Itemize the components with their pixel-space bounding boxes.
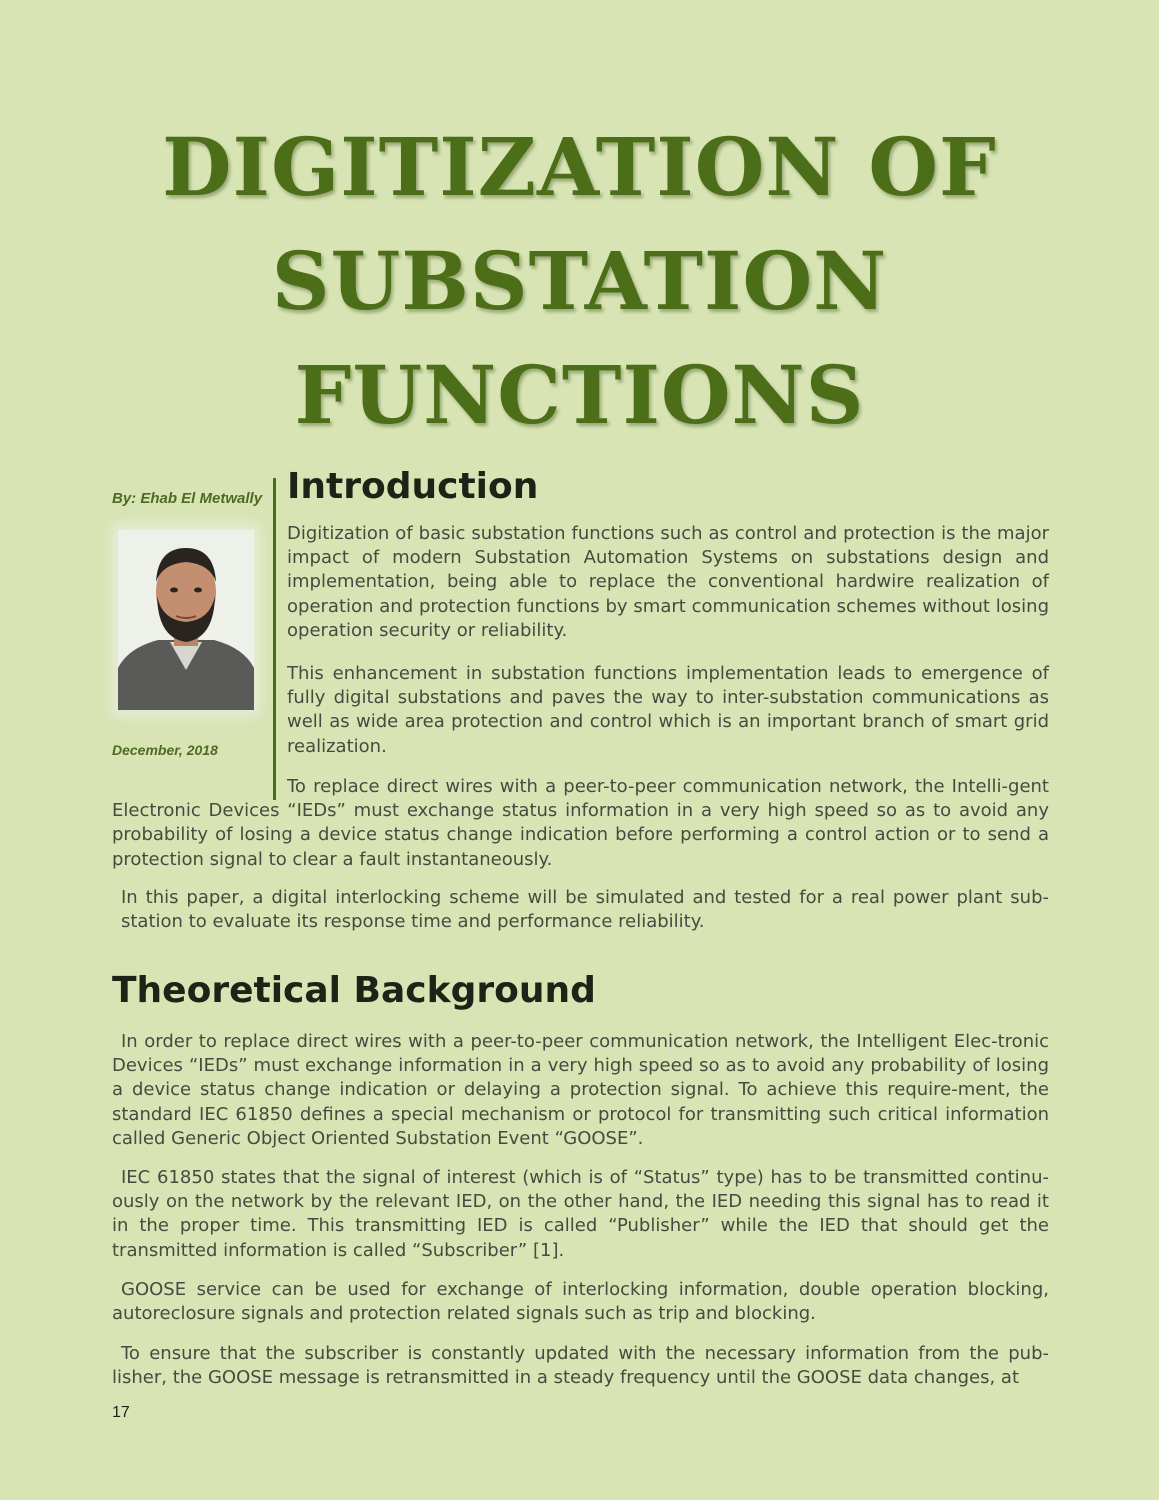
author-byline: By: Ehab El Metwally — [112, 490, 263, 507]
article-title — [0, 110, 1159, 452]
intro-paragraph-3: To replace direct wires with a peer-to-peer communication network, the Intelli-gent Electronic Devices “IEDs” must exchange status information in a very high speed so as to avoid any probability of losing a device status change indication before performing a control action or to send a protection signal to clear a fault instantaneously. — [112, 776, 1049, 870]
page-number: 17 — [112, 1404, 130, 1421]
theory-paragraph-3: GOOSE service can be used for exchange of interlocking information, double operation blocking, autoreclosure signals and protection related signals such as trip and blocking. — [112, 1279, 1049, 1325]
title-line-2: SUBSTATION — [271, 234, 888, 328]
author-photo — [118, 530, 254, 710]
intro-paragraph-1: Digitization of basic substation functions such as control and protection is the major impact of modern Substation Automation Systems on substations design and implementation, being able to replace the conventional hardwire realization of operation and protection functions by smart communication schemes without losing operation security or reliability. — [287, 523, 1049, 641]
author-portrait-image — [118, 530, 254, 710]
sidebar-divider — [273, 478, 276, 800]
theoretical-background-heading: Theoretical Background — [112, 970, 596, 1011]
theory-paragraph-2: IEC 61850 states that the signal of interest (which is of “Status” type) has to be transmitted continu-ously on the network by the relevant IED, on the other hand, the IED needing this signal has to read it in the proper time. This transmitting IED is called “Publisher” while the IED that should get the transmitted information is called “Subscriber” [1]. — [112, 1167, 1049, 1261]
intro-paragraph-2: This enhancement in substation functions implementation leads to emergence of fully digital substations and paves the way to inter-substation communications as well as wide area protection and control which is an important branch of smart grid realization. — [287, 663, 1049, 757]
theory-paragraph-1: In order to replace direct wires with a peer-to-peer communication network, the Intelligent Elec-tronic Devices “IEDs” must exchange information in a very high speed so as to avoid any probability of losing a device status change indication or delaying a protection signal. To achieve this require-ment, the standard IEC 61850 defines a special mechanism or protocol for transmitting such critical information called Generic Object Oriented Substation Event “GOOSE”. — [112, 1031, 1049, 1149]
introduction-heading: Introduction — [287, 466, 539, 507]
theory-paragraph-4: To ensure that the subscriber is constantly updated with the necessary information from the pub-lisher, the GOOSE message is retransmitted in a steady frequency until the GOOSE data changes, at — [112, 1343, 1049, 1389]
title-line-1: DIGITIZATION OF — [162, 120, 997, 214]
intro-paragraph-4: In this paper, a digital interlocking scheme will be simulated and tested for a real power plant sub-station to evaluate its response time and performance reliability. — [121, 887, 1049, 933]
title-line-3: FUNCTIONS — [294, 348, 865, 442]
publication-date: December, 2018 — [112, 742, 218, 758]
